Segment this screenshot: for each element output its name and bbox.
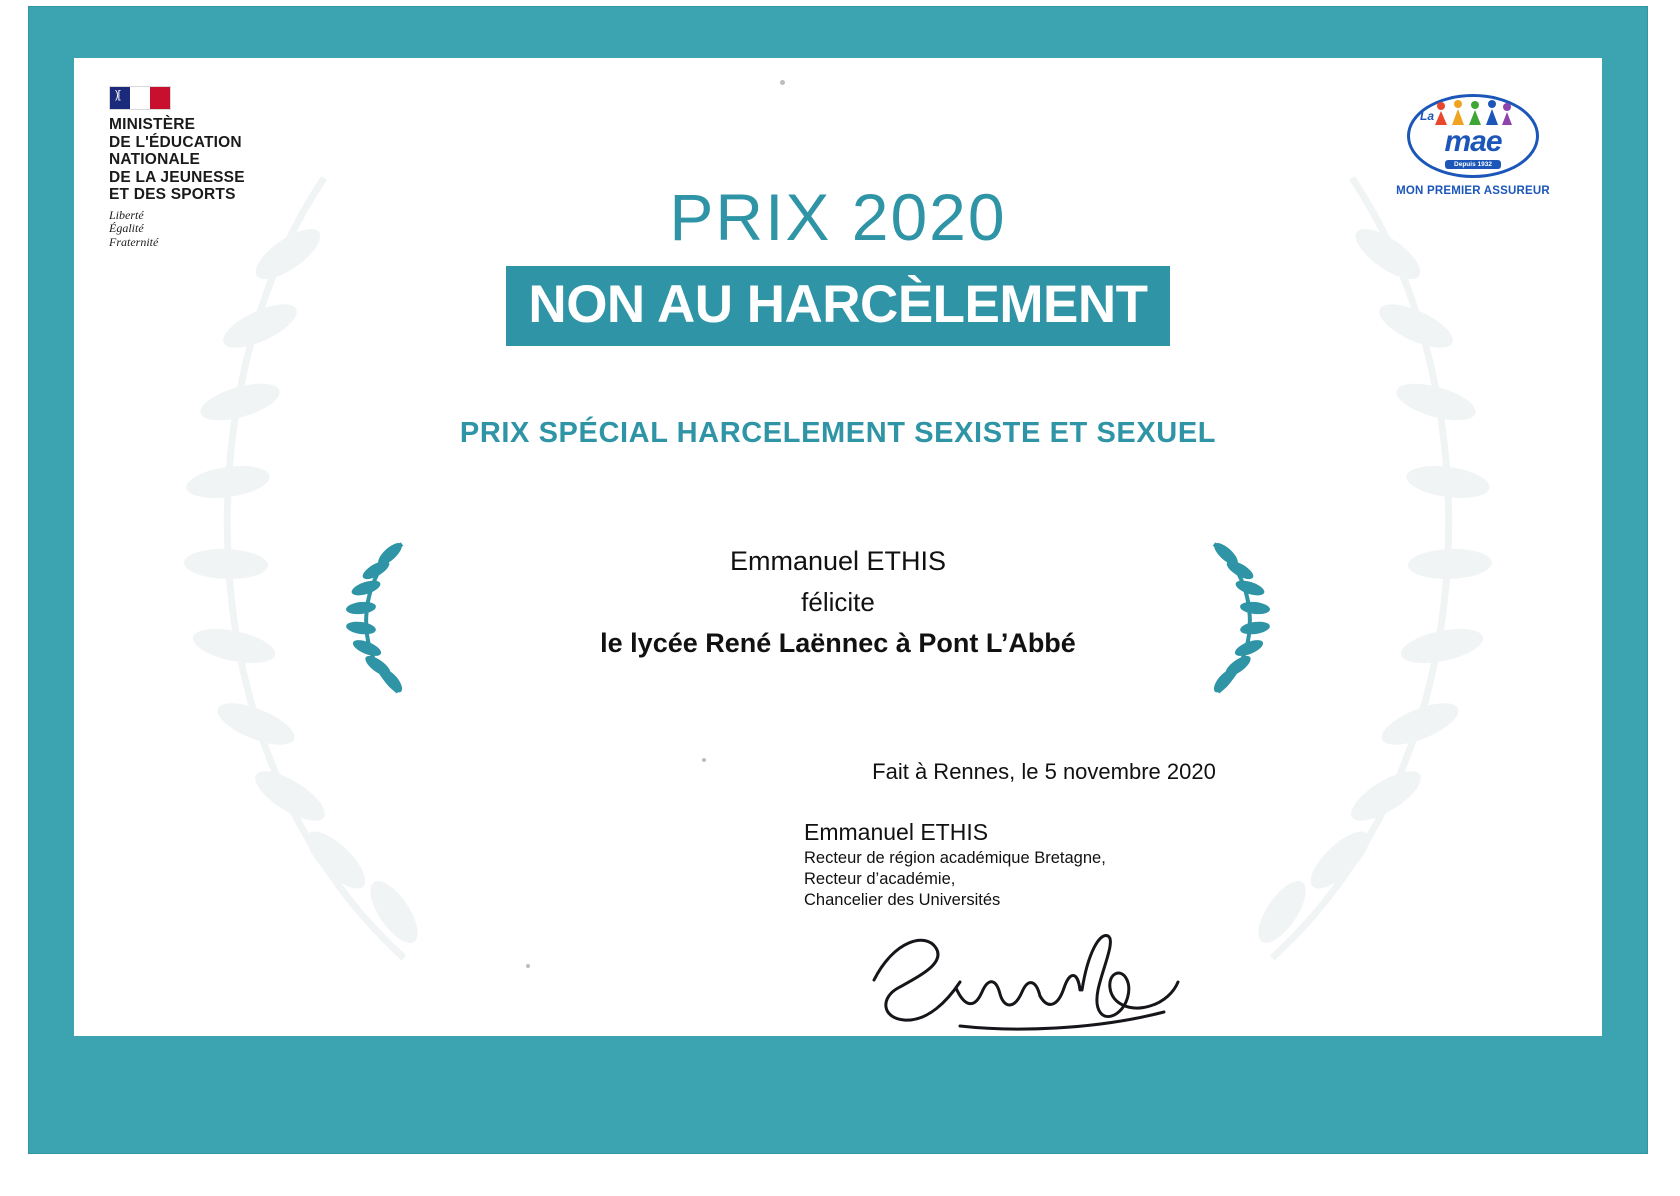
ministry-name-line-5: ET DES SPORTS [109,186,236,203]
certificate-content-area [74,58,1602,1036]
mae-since-badge: Depuis 1932 [1445,160,1501,169]
award-laureate: le lycée René Laënnec à Pont L’Abbé [600,628,1076,658]
motto-line-2: Égalité [109,221,144,235]
scan-speck [526,964,530,968]
mae-tagline: MON PREMIER ASSUREUR [1396,185,1550,197]
ministry-name-line-3: NATIONALE [109,151,201,168]
signature-place-date: Fait à Rennes, le 5 novembre 2020 [872,759,1216,784]
motto-line-3: Fraternité [109,234,159,249]
prize-subtitle: PRIX SPÉCIAL HARCELEMENT SEXISTE ET SEXUEL [459,417,1217,449]
award-verb: félicite [801,587,875,617]
ministry-name-line-1: MINISTÈRE [109,116,196,133]
scan-speck [702,758,706,762]
signatory-role [794,848,1314,911]
ministry-name-line-4: DE LA JEUNESSE [109,168,245,186]
campaign-banner: NON AU HARCÈLEMENT [506,266,1169,346]
mae-wordmark: mae [1444,125,1502,158]
french-flag-icon [109,86,171,110]
signatory-role-line-1: Recteur de région académique Bretagne, [804,849,1106,867]
award-grantor: Emmanuel ETHIS [729,546,947,576]
prize-title: PRIX 2020 [669,180,1007,254]
handwritten-signature [864,926,1184,1036]
mae-children-icon [1432,99,1514,125]
rf-monogram-icon: )[ [115,89,120,101]
campaign-banner-wrap [74,266,1602,346]
signatory-role-line-2: Recteur d’académie, [804,870,956,888]
signatory-name: Emmanuel ETHIS [804,819,989,845]
award-statement [374,540,1302,664]
mae-la-text: La [1420,109,1435,123]
scan-speck [780,80,785,85]
motto-line-1: Liberté [109,207,144,222]
signatory-role-line-3: Chancelier des Universités [804,891,1001,909]
mae-oval-frame [1407,94,1539,178]
signature-block [794,758,1314,911]
ministry-name-line-2: DE L'ÉDUCATION [109,133,242,151]
